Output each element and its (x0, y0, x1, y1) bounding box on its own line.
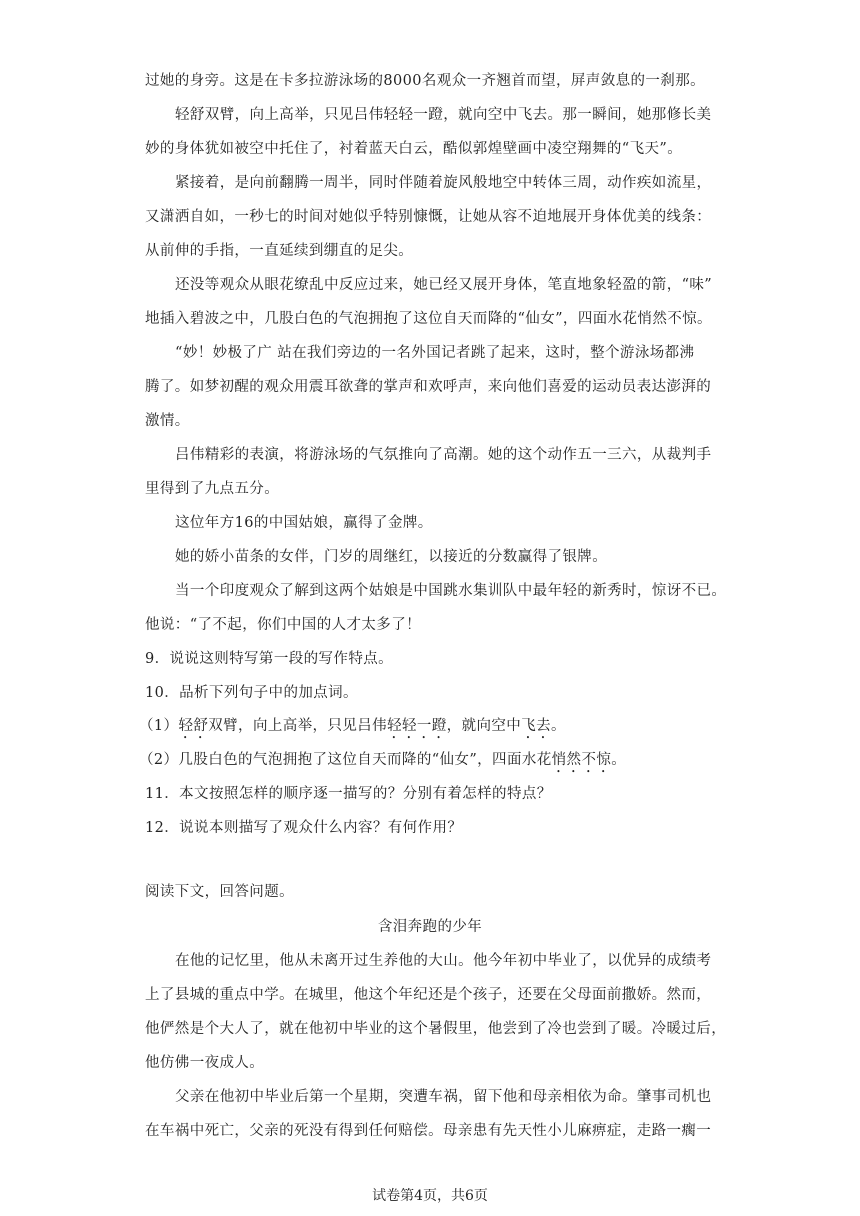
text-line: 在车祸中死亡，父亲的死没有得到任何赔偿。母亲患有先天性小儿麻痹症，走路一瘸一 (145, 1123, 712, 1139)
dotted-word: 轻舒 (178, 718, 209, 734)
sentence-text: （2）几股白色的气泡拥抱了这位自天而降的“仙女”，四面水花 (139, 752, 552, 768)
question-9: 9．说说这则特写第一段的写作特点。 (145, 651, 394, 667)
question-10-sentence-2 (139, 750, 626, 776)
sentence-text: 。 (550, 718, 566, 734)
text-line: 激情。 (145, 413, 190, 429)
text-line: 地插入碧波之中，几股白色的气泡拥抱了这位自天而降的“仙女”，四面水花悄然不惊。 (145, 311, 712, 327)
text-line: 当一个印度观众了解到这两个姑娘是中国跳水集训队中最年轻的新秀时，惊讶不已。 (175, 583, 727, 599)
text-line: 在他的记忆里，他从未离开过生养他的大山。他今年初中毕业了，以优异的成绩考 (175, 953, 712, 969)
text-line: 紧接着，是向前翻腾一周半，同时伴随着旋风般地空中转体三周，动作疾如流星， (175, 175, 712, 191)
reading-instruction: 阅读下文，回答问题。 (145, 884, 294, 900)
text-line: 他俨然是个大人了，就在他初中毕业的这个暑假里，他尝到了冷也尝到了暖。冷暖过后， (145, 1021, 727, 1037)
text-line: 轻舒双臂，向上高举，只见吕伟轻轻一蹬，就向空中飞去。那一瞬间，她那修长美 (175, 107, 712, 123)
text-line: 他说：“了不起，你们中国的人才太多了！ (145, 617, 422, 633)
question-12: 12．说说本则描写了观众什么内容？有何作用？ (145, 820, 463, 836)
text-line: 妙的身体犹如被空中托住了，衬着蓝天白云，酷似郭煌壁画中凌空翔舞的“飞天”。 (145, 141, 683, 157)
question-10-sentence-1 (139, 716, 566, 742)
text-line: 又潇洒自如，一秒七的时间对她似乎特别慷慨，让她从容不迫地展开身体优美的线条： (145, 209, 712, 225)
question-11: 11．本文按照怎样的顺序逐一描写的？分别有着怎样的特点？ (145, 786, 552, 802)
text-line: 这位年方16的中国姑娘，赢得了金牌。 (175, 515, 433, 531)
sentence-number: （1） (139, 718, 179, 734)
text-line: 从前伸的手指，一直延续到绷直的足尖。 (145, 243, 414, 259)
text-line: “妙！妙极了广 站在我们旁边的一名外国记者跳了起来，这时，整个游泳场都沸 (175, 345, 695, 361)
sentence-text: 。 (611, 752, 627, 768)
dotted-word: 轻轻一蹬 (387, 718, 447, 734)
question-10: 10．品析下列句子中的加点词。 (145, 685, 358, 701)
page-footer: 试卷第4页，共6页 (372, 1188, 488, 1204)
passage-title: 含泪奔跑的少年 (377, 919, 483, 935)
text-line: 里得到了九点五分。 (145, 481, 280, 497)
dotted-word: 悄然不惊 (551, 752, 612, 768)
text-line: 过她的身旁。这是在卡多拉游泳场的8000名观众一齐翘首而望，屏声敛息的一刹那。 (145, 73, 705, 89)
text-line: 他仿佛一夜成人。 (145, 1055, 265, 1071)
text-line: 父亲在他初中毕业后第一个星期，突遭车祸，留下他和母亲相依为命。肇事司机也 (175, 1089, 712, 1105)
text-line: 她的娇小苗条的女伴，门岁的周继红，以接近的分数赢得了银牌。 (175, 549, 608, 565)
sentence-text: ，就向空中 (446, 718, 522, 734)
text-line: 腾了。如梦初醒的观众用震耳欲聋的掌声和欢呼声，来向他们喜爱的运动员表达澎湃的 (145, 379, 712, 395)
text-line: 吕伟精彩的表演，将游泳场的气氛推向了高潮。她的这个动作五一三六，从裁判手 (175, 447, 712, 463)
dotted-word: 飞去 (521, 718, 551, 734)
text-line: 还没等观众从眼花缭乱中反应过来，她已经又展开身体，笔直地象轻盈的箭，“味” (175, 277, 713, 293)
sentence-text: 双臂，向上高举，只见吕伟 (208, 718, 388, 734)
text-line: 上了县城的重点中学。在城里，他这个年纪还是个孩子，还要在父母面前撒娇。然而， (145, 987, 712, 1003)
